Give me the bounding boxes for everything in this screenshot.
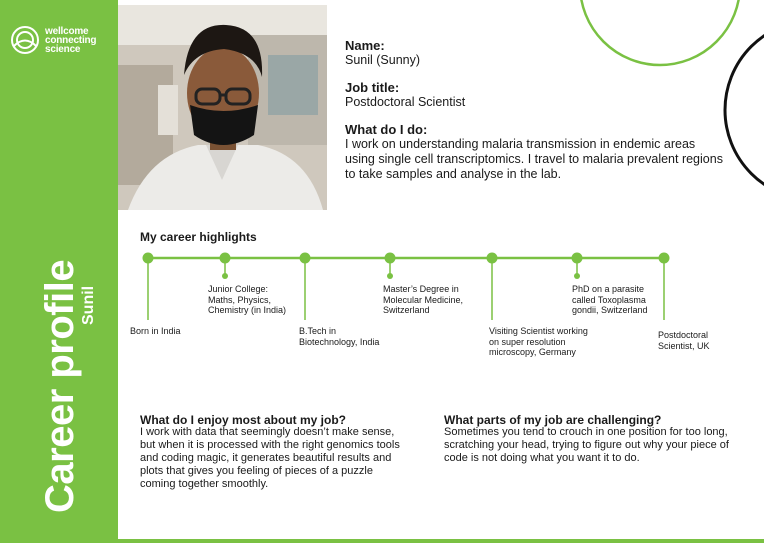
name-value: Sunil (Sunny) bbox=[345, 53, 421, 67]
timeline-marker-1 bbox=[143, 253, 154, 321]
timeline-label-4: Master’s Degree in Molecular Medicine, Switzerland bbox=[383, 284, 464, 315]
timeline-label-5: Visiting Scientist working on super resolution microscopy, Germany bbox=[489, 326, 588, 357]
profile-subject-name: Sunil bbox=[80, 285, 97, 325]
timeline-marker-5 bbox=[487, 253, 498, 321]
timeline-label-2: Junior College: Maths, Physics, Chemistry (in India) bbox=[208, 284, 287, 315]
name-heading: Name: bbox=[345, 38, 385, 53]
enjoy-text: I work with data that seemingly doesn’t make sense, but when it is processed with the right genomics tools and coding magic, it generates beautiful results and plots that gives you feeling of pieces of a puzzle coming together smoothly. bbox=[140, 426, 400, 490]
logo-line-3: science bbox=[45, 43, 81, 55]
what-do-i-do-text: I work on understanding malaria transmission in endemic areas using single cell transcriptomics. I travel to malaria prevalent regions to take samples and analyse in the lab. bbox=[345, 137, 723, 181]
job-title-value: Postdoctoral Scientist bbox=[345, 95, 466, 109]
job-title-heading: Job title: bbox=[345, 80, 400, 95]
enjoy-heading: What do I enjoy most about my job? bbox=[140, 413, 346, 427]
timeline-marker-6 bbox=[572, 253, 583, 280]
timeline-label-7: Postdoctoral Scientist, UK bbox=[658, 330, 710, 351]
timeline-label-1: Born in India bbox=[130, 326, 181, 336]
logo-line-1: wellcome bbox=[45, 25, 89, 37]
timeline-label-3: B.Tech in Biotechnology, India bbox=[299, 326, 380, 347]
timeline-marker-2 bbox=[220, 253, 231, 280]
career-highlights-heading: My career highlights bbox=[140, 230, 257, 244]
challenging-text: Sometimes you tend to crouch in one position for too long, scratching your head, trying to figure out why your piece of code is not doing what you want it to do. bbox=[444, 426, 729, 464]
logo-line-2: connecting bbox=[45, 34, 97, 46]
timeline-marker-4 bbox=[385, 253, 396, 280]
what-do-i-do-heading: What do I do: bbox=[345, 122, 428, 137]
page-title: Career profile bbox=[38, 259, 82, 513]
challenging-heading: What parts of my job are challenging? bbox=[444, 413, 662, 427]
timeline-label-6: PhD on a parasite called Toxoplasma gondii, Switzerland bbox=[572, 284, 648, 315]
